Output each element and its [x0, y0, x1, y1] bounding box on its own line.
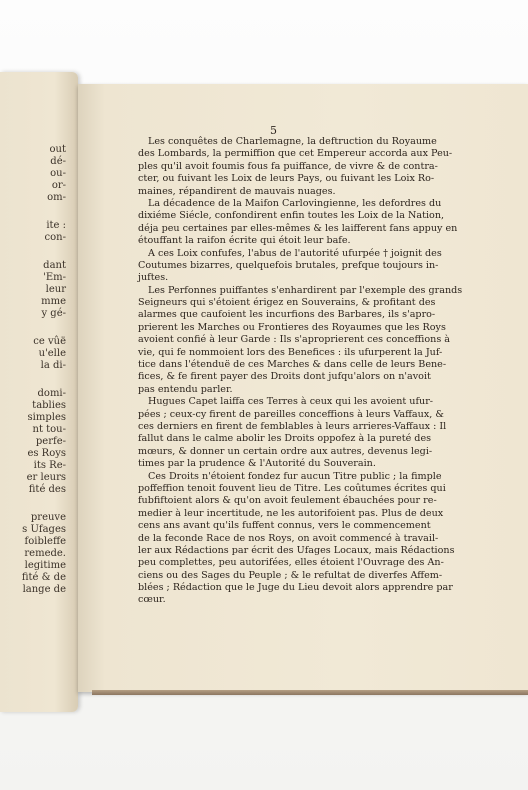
left-page-line: mme: [41, 296, 66, 307]
text-line: peu complettes, peu autorifées, elles étoient l'Ouvrage des An-: [138, 557, 444, 569]
text-line: Seigneurs qui s'étoient érigez en Souverains, & profitant des: [138, 297, 436, 309]
text-line: medier à leur incertitude, ne les autorifoient pas. Plus de deux: [138, 507, 444, 519]
text-line: tice dans l'étenduë de ces Marches & dans celle de leurs Bene-: [138, 359, 447, 371]
text-line: fallut dans le calme abolir les Droits oppofez à la pureté des: [138, 433, 432, 445]
text-line: ces derniers en firent de femblables à leurs arrieres-Vaffaux : Il: [138, 420, 447, 432]
left-page-line: perfe-: [35, 436, 66, 447]
left-page-line: lange de: [22, 584, 66, 595]
text-line: dixiéme Siécle, confondirent enfin toutes les Loix de la Nation,: [138, 210, 445, 222]
text-line: mœurs, & donner un certain ordre aux autres, devenus legi-: [138, 445, 433, 457]
text-line: poffeffion tenoit fouvent lieu de Titre. Les coûtumes écrites qui: [138, 482, 446, 494]
text-line: A ces Loix confufes, l'abus de l'autorité ufurpée † joignit des: [148, 247, 442, 259]
text-line: prierent les Marches ou Frontieres des Royaumes que les Roys: [138, 321, 446, 333]
left-page-line: fité & de: [21, 572, 66, 583]
left-page-line: fité des: [28, 484, 66, 495]
text-line: des Lombards, la permiffion que cet Empereur accorda aux Peu-: [138, 148, 453, 160]
text-line: Les Perfonnes puiffantes s'enhardirent par l'exemple des grands: [148, 284, 463, 296]
left-page-line: om-: [47, 192, 66, 203]
text-line: vie, qui fe nommoient lors des Benefices : ils ufurperent la Juf-: [138, 346, 443, 358]
left-page-line: es Roys: [27, 448, 66, 459]
book-edge: [92, 690, 528, 695]
text-line: maines, répandirent de mauvais nuages.: [138, 185, 336, 197]
text-line: cœur.: [138, 594, 166, 606]
left-page-line: or-: [51, 180, 66, 191]
left-page-line: 'Em-: [43, 272, 66, 283]
left-page-line: nt tou-: [32, 424, 66, 435]
text-line: Hugues Capet laiffa ces Terres à ceux qui les avoient ufur-: [148, 396, 434, 408]
body-text: [138, 136, 478, 607]
left-page-line: la di-: [40, 360, 66, 371]
left-page-line: leur: [45, 284, 66, 295]
left-page-line: ite :: [46, 220, 66, 231]
left-page-line: simples: [27, 412, 66, 423]
text-line: fices, & fe firent payer des Droits dont jufqu'alors on n'avoit: [138, 371, 431, 383]
left-page-line: y gé-: [41, 308, 66, 319]
text-line: ler aux Rédactions par écrit des Ufages Locaux, mais Rédactions: [138, 544, 455, 556]
text-line: cens ans avant qu'ils fuffent connus, vers le commencement: [138, 520, 431, 532]
left-page-line: u'elle: [38, 348, 66, 359]
left-page-line: ou-: [50, 168, 66, 179]
text-line: ples qu'il avoit foumis fous fa puiffance, de vivre & de contra-: [138, 160, 438, 172]
left-page-line: ce vûë: [33, 336, 66, 347]
text-line: déja peu certaines par elles-mêmes & les laifferent fans appuy en: [138, 222, 458, 234]
page-number: 5: [270, 124, 277, 137]
text-line: Coutumes bizarres, quelquefois brutales, prefque toujours in-: [138, 259, 439, 271]
text-line: cter, ou fuivant les Loix de leurs Pays, ou fuivant les Loix Ro-: [138, 173, 435, 185]
left-page-line: dant: [43, 260, 66, 271]
text-line: fubfiftoient alors & qu'on avoit feulement ébauchées pour re-: [138, 495, 437, 507]
text-line: étouffant la raifon écrite qui étoit leur bafe.: [138, 235, 351, 247]
text-line: Les conquêtes de Charlemagne, la deftruction du Royaume: [148, 136, 437, 147]
left-page-line: remede.: [24, 548, 66, 559]
left-page-line: con-: [44, 232, 66, 243]
left-page-line: preuve: [30, 512, 66, 523]
text-line: ciens ou des Sages du Peuple ; & le refultat de diverfes Affem-: [138, 569, 443, 581]
left-page-line: dé-: [50, 156, 66, 167]
left-page-line: tablies: [32, 400, 66, 411]
text-line: alarmes que caufoient les incurfions des Barbares, ils s'apro-: [138, 309, 436, 321]
left-page: [0, 72, 78, 712]
text-line: times par la prudence & l'Autorité du Souverain.: [138, 458, 376, 470]
text-line: pées ; ceux-cy firent de pareilles conceffions à leurs Vaffaux, &: [138, 408, 444, 420]
text-line: de la feconde Race de nos Roys, on avoit commencé à travail-: [138, 532, 439, 544]
left-page-line: foibleffe: [24, 536, 66, 547]
left-page-line: s Ufages: [22, 524, 66, 535]
left-page-line: out: [49, 144, 66, 155]
left-page-line: er leurs: [26, 472, 66, 483]
text-line: avoient confié à leur Garde : Ils s'aproprierent ces conceffions à: [138, 334, 451, 346]
left-page-line: legitime: [24, 560, 66, 571]
left-page-line: domi-: [37, 388, 66, 399]
text-line: juftes.: [138, 272, 169, 284]
text-line: pas entendu parler.: [138, 383, 233, 395]
text-line: blées ; Rédaction que le Juge du Lieu devoit alors apprendre par: [138, 582, 453, 594]
left-page-line: its Re-: [33, 460, 66, 471]
text-line: Ces Droits n'étoient fondez fur aucun Titre public ; la fimple: [148, 470, 442, 482]
text-line: La décadence de la Maifon Carlovingienne, les defordres du: [148, 197, 442, 209]
